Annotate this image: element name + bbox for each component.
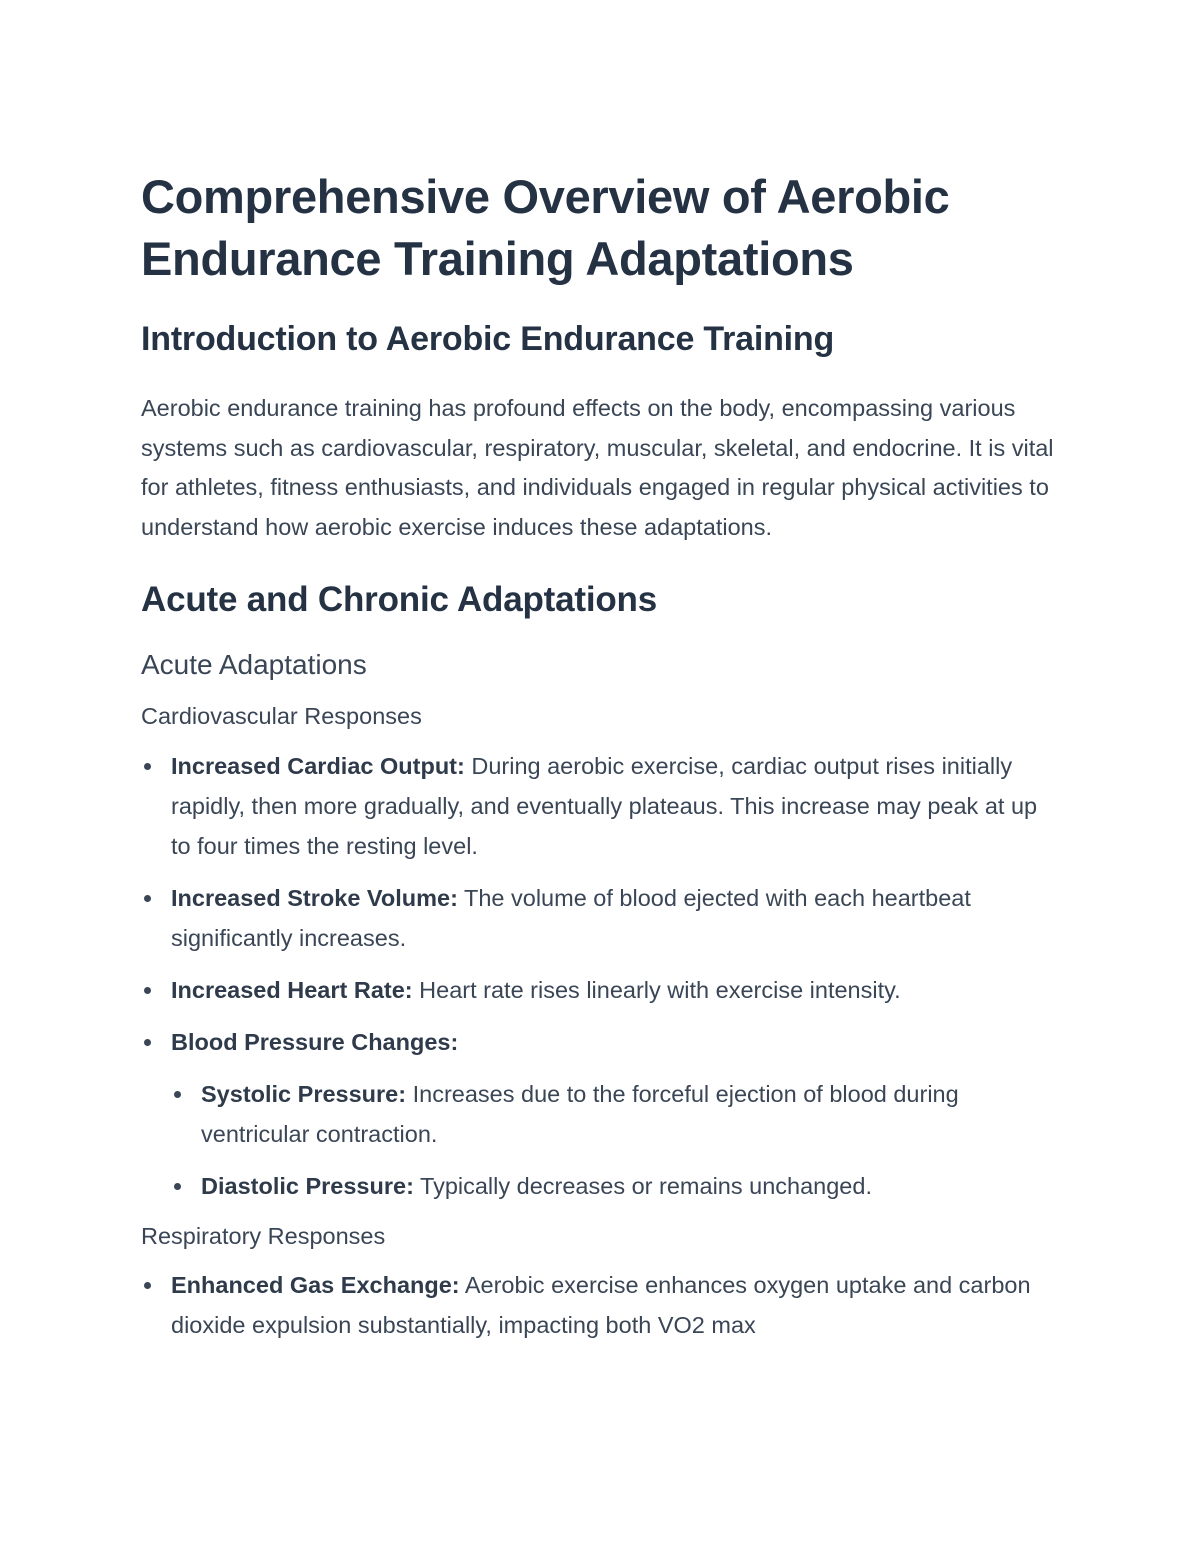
respiratory-heading: Respiratory Responses [141, 1223, 386, 1249]
list-item-text: Aerobic exercise enhances oxygen uptake and carbon dioxide expulsion substantially, impacting both VO2 max [171, 1272, 1031, 1338]
cardiovascular-list [141, 746, 1061, 1206]
list-item [171, 1074, 1061, 1154]
list-item [141, 1265, 1061, 1345]
respiratory-list [141, 1265, 1061, 1345]
blood-pressure-list [171, 1074, 1061, 1206]
list-item-term: Increased Cardiac Output: [171, 753, 465, 779]
list-item-text: Increases due to the forceful ejection of blood during ventricular contraction. [201, 1081, 959, 1147]
acute-adaptations-heading: Acute Adaptations [141, 649, 367, 680]
document-page [141, 166, 1061, 1345]
list-item-text: During aerobic exercise, cardiac output rises initially rapidly, then more gradually, and eventually plateaus. This increase may peak at up to four times the resting level. [171, 753, 1038, 859]
list-item [141, 746, 1061, 866]
list-item [141, 878, 1061, 958]
intro-heading: Introduction to Aerobic Endurance Training [141, 320, 835, 358]
list-item-text: Typically decreases or remains unchanged. [413, 1173, 872, 1199]
list-item-term: Diastolic Pressure: [201, 1173, 414, 1199]
list-item [141, 970, 1061, 1010]
list-item [171, 1166, 1061, 1206]
cardiovascular-heading: Cardiovascular Responses [141, 703, 422, 729]
document-title: Comprehensive Overview of Aerobic Endurance Training Adaptations [141, 170, 950, 285]
adaptations-heading: Acute and Chronic Adaptations [141, 580, 657, 619]
list-item-term: Increased Stroke Volume: [171, 885, 458, 911]
list-item-term: Blood Pressure Changes: [171, 1029, 459, 1055]
list-item-term: Increased Heart Rate: [171, 977, 413, 1003]
intro-paragraph: Aerobic endurance training has profound effects on the body, encompassing various systems such as cardiovascular, respiratory, muscular, skeletal, and endocrine. It is vital for athletes, fitness enthusiasts, and individuals engaged in regular physical activities to understand how aerobic exercise induces these adaptations. [141, 395, 1054, 540]
list-item [141, 1022, 1061, 1206]
list-item-text: Heart rate rises linearly with exercise intensity. [412, 977, 901, 1003]
list-item-term: Systolic Pressure: [201, 1081, 407, 1107]
list-item-term: Enhanced Gas Exchange: [171, 1272, 460, 1298]
list-item-text: The volume of blood ejected with each heartbeat significantly increases. [171, 885, 971, 951]
